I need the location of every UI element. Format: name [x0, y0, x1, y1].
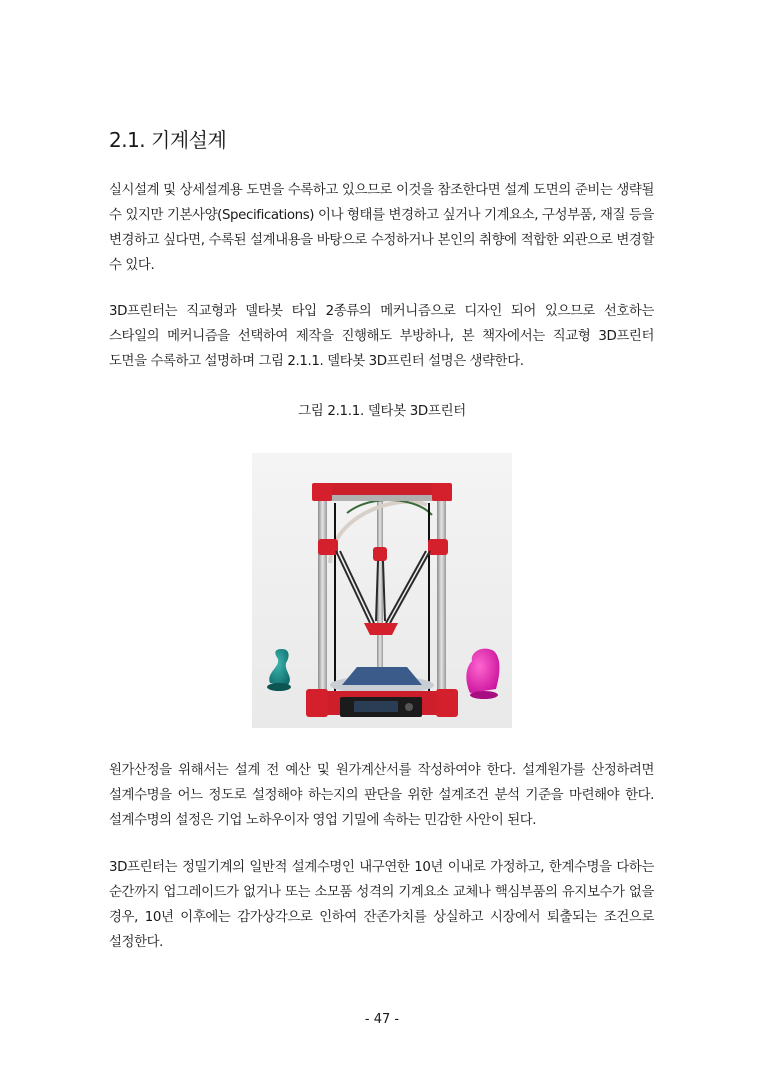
paragraph-printer-types: 3D프린터는 직교형과 델타봇 타입 2종류의 메커니즘으로 디자인 되어 있으므로 선호하는 스타일의 메커니즘을 선택하여 제작을 진행해도 부방하나, 본 책자에서는 직교형 3D프린터 도면을 수록하고 설명하며 그림 2.1.1. 델타봇 3D프린터 설명은 생략한다. — [109, 304, 654, 369]
paragraph-design-life: 3D프린터는 정밀기계의 일반적 설계수명인 내구연한 10년 이내로 가정하고, 한계수명을 다하는 순간까지 업그레이드가 없거나 또는 소모품 성격의 기계요소 교체나 핵심부품의 유지보수가 없을 경우, 10년 이후에는 감가상각으로 인하여 잔존가치를 상실하고 시장에서 퇴출되는 조건으로 설정한다. — [109, 860, 654, 950]
figure-caption: 그림 2.1.1. 델타봇 3D프린터 — [298, 404, 466, 419]
section-heading: 2.1. 기계설계 — [109, 128, 227, 152]
paragraph-design-drawings: 실시설계 및 상세설계용 도면을 수록하고 있으므로 이것을 참조한다면 설계 도면의 준비는 생략될 수 있지만 기본사양(Specifications) 이나 형태를 변경하고 싶거나 기계요소, 구성부품, 재질 등을 변경하고 싶다면, 수록된 설계내용을 바탕으로 수정하거나 본인의 취향에 적합한 외관으로 변경할 수 있다. — [109, 183, 654, 273]
page-number: - 47 - — [364, 1012, 400, 1027]
delta-printer-photo — [252, 453, 512, 728]
paragraph-cost-estimation: 원가산정을 위해서는 설계 전 예산 및 원가계산서를 작성하여야 한다. 설계원가를 산정하려면 설계수명을 어느 정도로 설정해야 하는지의 판단을 위한 설계조건 분석 기준을 마련해야 한다. 설계수명의 설정은 기업 노하우이자 영업 기밀에 속하는 민감한 사안이 된다. — [109, 763, 654, 828]
